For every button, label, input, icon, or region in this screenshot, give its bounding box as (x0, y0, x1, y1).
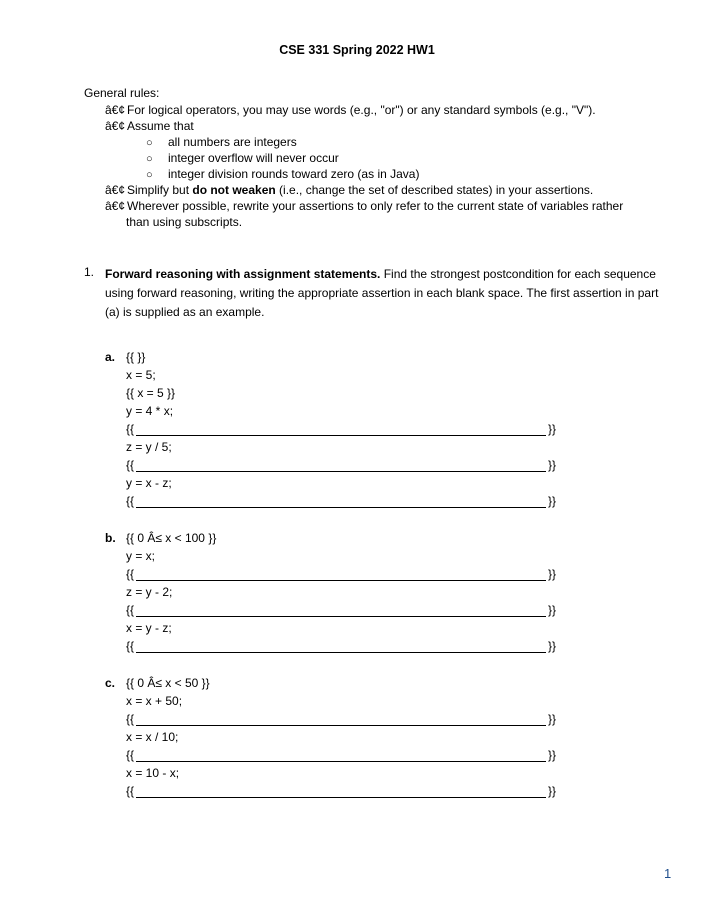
blank-underline (136, 507, 546, 508)
blank-open: {{ (126, 748, 135, 762)
part-a-label: a. (105, 350, 116, 364)
sub-bullet-mark: ○ (146, 137, 153, 149)
page-number: 1 (664, 866, 672, 881)
sub-bullet-mark: ○ (146, 153, 153, 165)
rules-heading: General rules: (84, 86, 160, 100)
blank-underline (136, 797, 546, 798)
blank-close: }} (548, 494, 557, 508)
blank-underline (136, 471, 546, 472)
blank-open: {{ (126, 784, 135, 798)
part-a-precondition: {{ }} (126, 350, 146, 364)
blank-underline (136, 725, 546, 726)
blank-open: {{ (126, 494, 135, 508)
assume-text: all numbers are integers (168, 135, 297, 149)
blank-underline (136, 580, 546, 581)
part-c-label: c. (105, 676, 116, 690)
rule-text: Wherever possible, rewrite your assertions to only refer to the current state of variables rather (127, 199, 624, 213)
part-a-statement-2: y = 4 * x; (126, 404, 174, 418)
bullet-mark: â€¢ (105, 199, 126, 213)
rule-item-weaken (105, 183, 593, 197)
blank-close: }} (548, 458, 557, 472)
blank-underline (136, 435, 546, 436)
blank-open: {{ (126, 567, 135, 581)
blank-close: }} (548, 712, 557, 726)
bullet-mark: â€¢ (105, 103, 126, 117)
blank-open: {{ (126, 639, 135, 653)
part-c-statement-3: x = 10 - x; (126, 766, 180, 780)
rule-bold-text: do not weaken (192, 183, 276, 197)
rule-text: Simplify but (127, 183, 193, 197)
rule-text-tail: (i.e., change the set of described states) in your assertions. (275, 183, 594, 197)
question-text (105, 265, 665, 322)
bullet-mark: â€¢ (105, 183, 126, 197)
rule-item-operators (105, 103, 596, 117)
blank-close: }} (548, 603, 557, 617)
assume-item-overflow (146, 151, 339, 165)
assume-item-division (146, 167, 419, 181)
part-b-statement-1: y = x; (126, 549, 156, 563)
question-bold: Forward reasoning with assignment statements. (105, 267, 381, 281)
blank-underline (136, 652, 546, 653)
part-c-statement-2: x = x / 10; (126, 730, 179, 744)
part-a-example-assertion: {{ x = 5 }} (126, 386, 176, 400)
blank-open: {{ (126, 603, 135, 617)
question-body: Find the strongest postcondition for each sequence using forward reasoning, writing the appropriate assertion in each blank space. The first assertion in part (a) is supplied as an example. (105, 267, 659, 319)
blank-underline (136, 761, 546, 762)
blank-open: {{ (126, 458, 135, 472)
blank-underline (136, 616, 546, 617)
bullet-mark: â€¢ (105, 119, 126, 133)
assume-item-integers (146, 135, 297, 149)
assume-text: integer division rounds toward zero (as in Java) (168, 167, 420, 181)
part-b-statement-2: z = y - 2; (126, 585, 173, 599)
sub-bullet-mark: ○ (146, 169, 153, 181)
question-number: 1. (84, 265, 95, 279)
part-b-label: b. (105, 531, 116, 545)
rule-text: For logical operators, you may use words (e.g., "or") or any standard symbols (e.g., "V"). (127, 103, 596, 117)
part-b-statement-3: x = y - z; (126, 621, 172, 635)
rule-item-assume (105, 119, 194, 133)
blank-open: {{ (126, 712, 135, 726)
rule-continuation: than using subscripts. (126, 215, 243, 229)
part-c-statement-1: x = x + 50; (126, 694, 183, 708)
part-c-precondition: {{ 0 Â≤ x < 50 }} (126, 676, 210, 690)
rule-item-current-state (105, 199, 623, 213)
part-a-statement-1: x = 5; (126, 368, 156, 382)
blank-close: }} (548, 422, 557, 436)
blank-close: }} (548, 567, 557, 581)
blank-open: {{ (126, 422, 135, 436)
page-title: CSE 331 Spring 2022 HW1 (279, 43, 435, 57)
blank-close: }} (548, 748, 557, 762)
part-a-statement-3: z = y / 5; (126, 440, 172, 454)
part-a-statement-4: y = x - z; (126, 476, 172, 490)
rule-text: Assume that (127, 119, 194, 133)
blank-close: }} (548, 639, 557, 653)
blank-close: }} (548, 784, 557, 798)
part-b-precondition: {{ 0 Â≤ x < 100 }} (126, 531, 217, 545)
assume-text: integer overflow will never occur (168, 151, 339, 165)
